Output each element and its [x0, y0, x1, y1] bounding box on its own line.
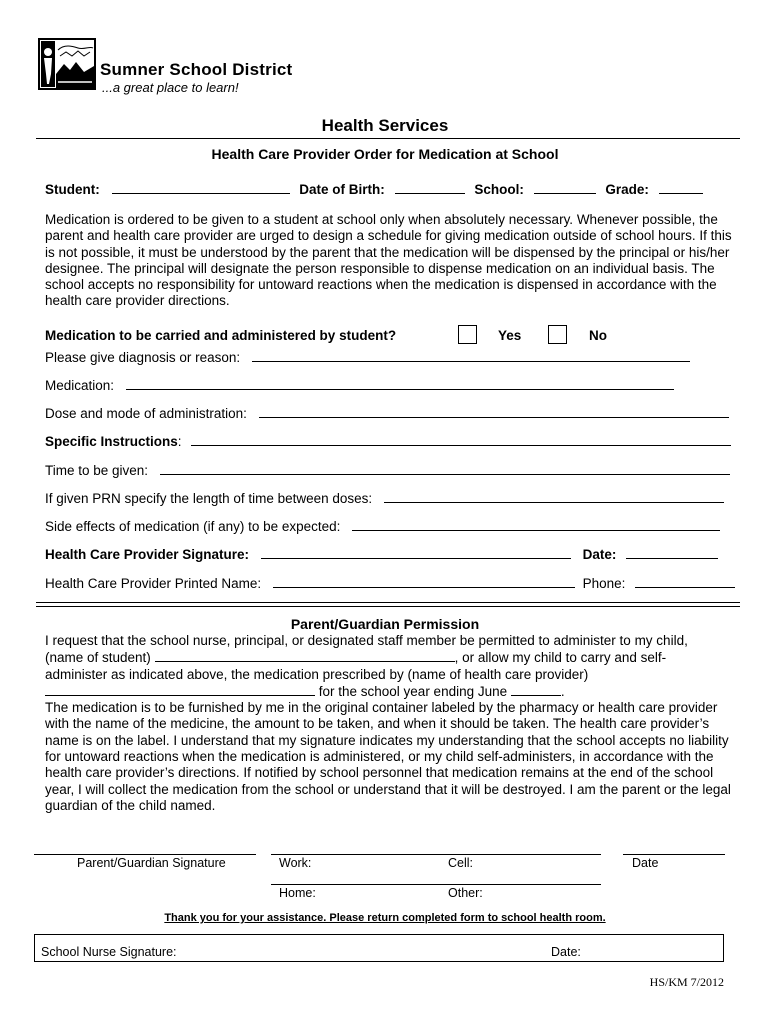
- district-name: Sumner School District: [100, 60, 293, 79]
- dob-field[interactable]: [395, 181, 465, 194]
- provider-name-field[interactable]: [273, 575, 575, 588]
- phone-field[interactable]: [635, 575, 735, 588]
- school-nurse-box[interactable]: [34, 934, 724, 962]
- medication-label: Medication:: [45, 378, 115, 393]
- thank-you-note: Thank you for your assistance. Please return completed form to school health room.: [164, 912, 606, 924]
- medication-row: [45, 377, 674, 393]
- instructions-label: Specific Instructions: [45, 434, 178, 449]
- carry-question: Medication to be carried and administered by student?: [45, 328, 397, 343]
- instructions-row: Specific Instructions:: [45, 433, 731, 449]
- cell-label: Cell:: [448, 856, 474, 870]
- school-year-text: for the school year ending June: [315, 683, 511, 699]
- prn-field[interactable]: [384, 490, 724, 503]
- time-label: Time to be given:: [45, 463, 149, 478]
- student-name-field[interactable]: [112, 181, 290, 194]
- yes-checkbox[interactable]: [458, 325, 477, 344]
- provider-signature-row: [45, 546, 718, 562]
- parent-date-line[interactable]: [623, 854, 725, 855]
- dose-row: [45, 405, 729, 421]
- permission-body: The medication is to be furnished by me in the original container labeled by the pharmacy or health care provider with the name of the medicine, the amount to be taken, and when it should be taken. The health care provider’s name is on the label. I understand that my signature indicates my understanding that the school accepts no liability for untoward reactions when the medication is administered, or my child self-administers, in accordance with the health care provider’s directions. If notified by school personnel that medication remains at the end of the school year, I will collect the medication from the school or understand that it will be destroyed. I am the parent or the legal guardian of the child named.: [45, 700, 731, 813]
- diagnosis-label: Please give diagnosis or reason:: [45, 350, 241, 365]
- work-label: Work:: [279, 856, 312, 870]
- provider-signature-label: Health Care Provider Signature:: [45, 547, 250, 562]
- page-title: Health Services: [321, 116, 449, 135]
- diagnosis-field[interactable]: [252, 349, 690, 362]
- title-divider: [36, 138, 740, 139]
- other-label: Other:: [448, 886, 483, 900]
- permission-line-1: I request that the school nurse, principal, or designated staff member be permitted to administer to my child,: [45, 633, 688, 648]
- grade-label: Grade:: [605, 182, 649, 197]
- time-row: [45, 462, 730, 478]
- no-label: No: [589, 328, 607, 343]
- prn-label: If given PRN specify the length of time between doses:: [45, 491, 373, 506]
- nurse-date-label: Date:: [551, 945, 581, 959]
- name-of-student-label: (name of student): [45, 650, 155, 666]
- parent-permission-text: [45, 633, 745, 814]
- side-effects-field[interactable]: [352, 518, 720, 531]
- grade-field[interactable]: [659, 181, 703, 194]
- school-field[interactable]: [534, 181, 596, 194]
- provider-name-label: Health Care Provider Printed Name:: [45, 576, 262, 591]
- provider-name-row: [45, 575, 735, 591]
- provider-date-label: Date:: [582, 547, 617, 562]
- carry-self-text: , or allow my child to carry and self-: [454, 650, 667, 666]
- permission-line-4: [45, 683, 745, 700]
- date-label: Date: [632, 856, 659, 870]
- instructions-field[interactable]: [191, 433, 731, 446]
- provider-date-field[interactable]: [626, 546, 718, 559]
- phone-label: Phone:: [582, 576, 626, 591]
- student-label: Student:: [45, 182, 100, 197]
- period-text: .: [560, 683, 565, 699]
- time-field[interactable]: [160, 462, 730, 475]
- parent-signature-line[interactable]: [34, 854, 256, 855]
- dob-label: Date of Birth:: [299, 182, 385, 197]
- work-cell-line[interactable]: [271, 854, 601, 855]
- side-effects-row: [45, 518, 720, 534]
- district-tagline: ...a great place to learn!: [102, 80, 239, 95]
- dose-label: Dose and mode of administration:: [45, 406, 247, 421]
- provider-signature-field[interactable]: [261, 546, 571, 559]
- school-district-logo-icon: [38, 38, 96, 90]
- home-label: Home:: [279, 886, 316, 900]
- june-date-field[interactable]: [511, 683, 561, 696]
- no-checkbox[interactable]: [548, 325, 567, 344]
- permission-line-3: administer as indicated above, the medication prescribed by (name of health care provider): [45, 666, 589, 682]
- permission-line-2: [45, 649, 745, 666]
- nurse-signature-label: School Nurse Signature:: [41, 945, 177, 959]
- diagnosis-row: [45, 349, 690, 365]
- home-other-line[interactable]: [271, 884, 601, 885]
- intro-paragraph: [45, 212, 745, 310]
- parent-section-title: Parent/Guardian Permission: [290, 616, 480, 632]
- side-effects-label: Side effects of medication (if any) to be expected:: [45, 519, 341, 534]
- form-code: HS/KM 7/2012: [649, 975, 724, 989]
- student-info-row: [45, 181, 703, 197]
- prn-row: [45, 490, 724, 506]
- form-subtitle: Health Care Provider Order for Medication at School: [211, 146, 559, 162]
- parent-signature-label: Parent/Guardian Signature: [77, 856, 226, 870]
- provider-name-permission-field[interactable]: [45, 683, 315, 696]
- section-divider: [36, 602, 740, 607]
- intro-text: Medication is ordered to be given to a student at school only when absolutely necessary. Whenever possible, the parent and health care provider are urged to design a schedule for giving medication outside of school hours. If this is not possible, it must be understood by the parent that the medication will be dispensed by the principal or his/her designee. The principal will designate the person responsible to dispense medication on an individual basis. The school accepts no responsibility for untoward reactions when the medication is dispensed in accordance with the health care provider directions.: [45, 212, 732, 309]
- medication-field[interactable]: [126, 377, 674, 390]
- dose-field[interactable]: [259, 405, 729, 418]
- school-label: School:: [474, 182, 524, 197]
- student-name-permission-field[interactable]: [155, 649, 455, 662]
- yes-label: Yes: [498, 328, 522, 343]
